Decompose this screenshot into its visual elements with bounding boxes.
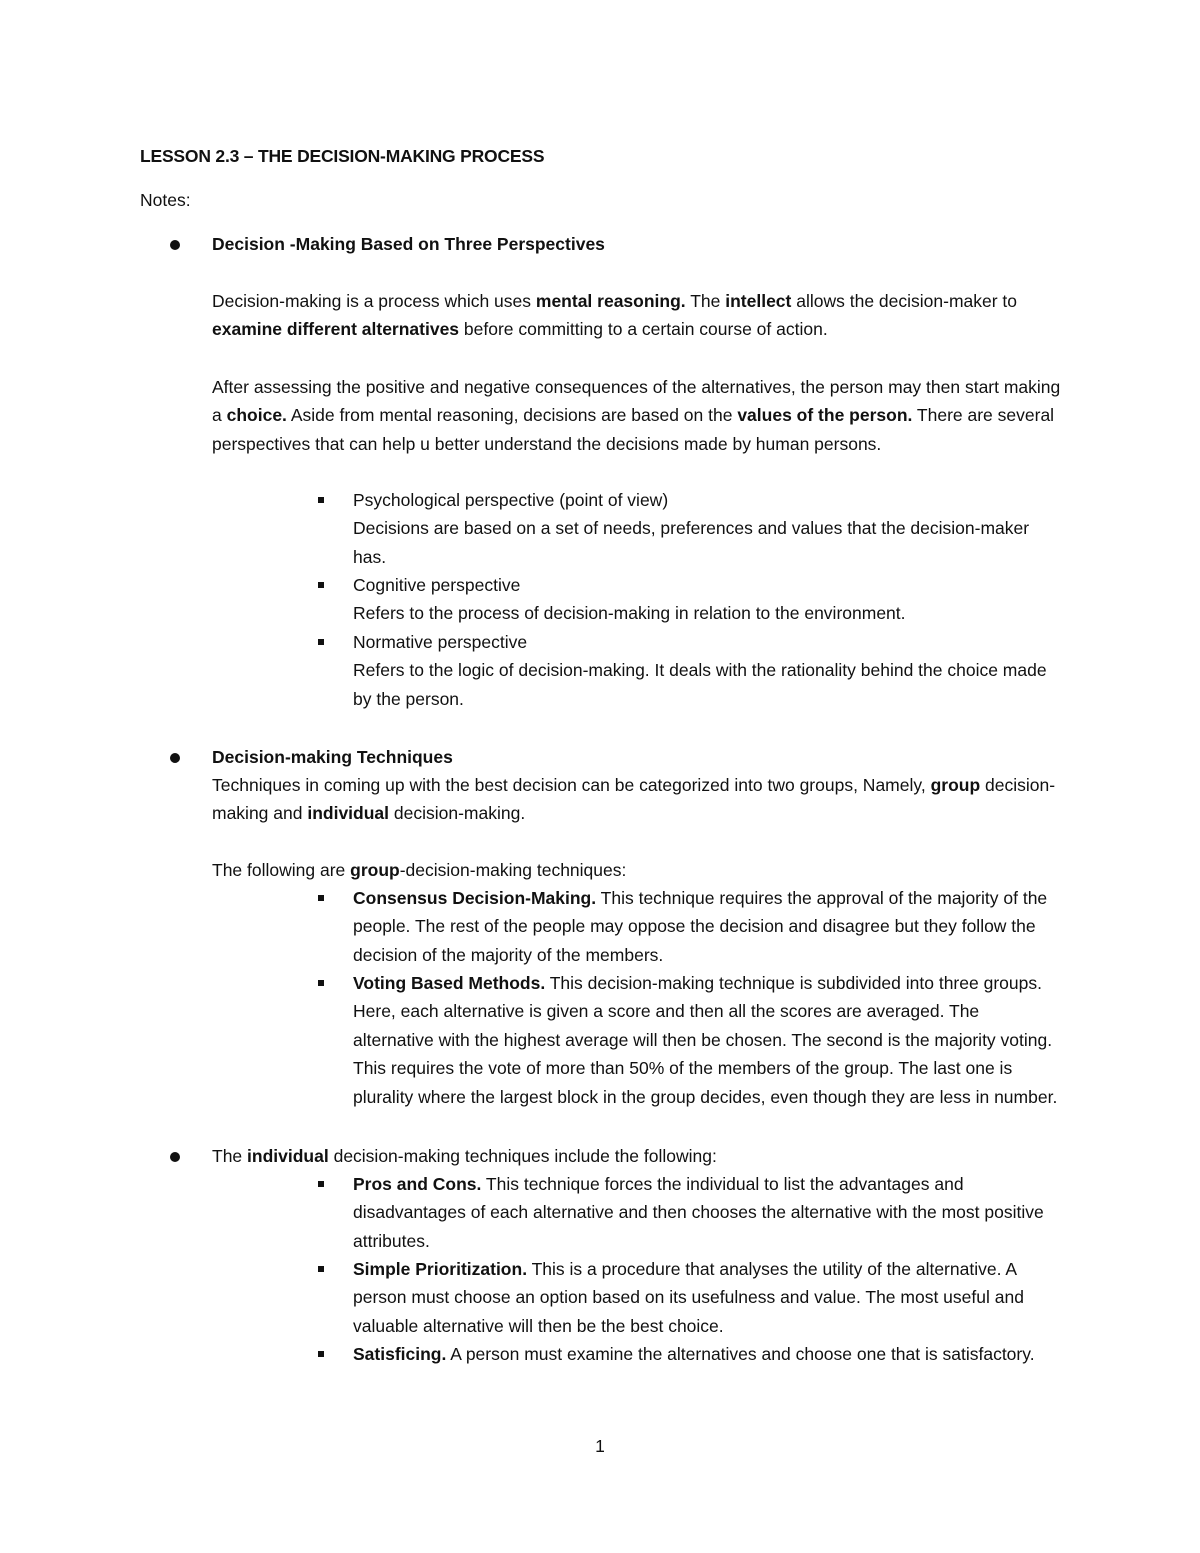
list-item [353, 884, 1063, 969]
square-bullet-icon [318, 582, 324, 588]
list-item-desc: Decisions are based on a set of needs, preferences and values that the decision-maker has. [353, 518, 1030, 567]
bold-text: individual [247, 1146, 329, 1166]
text: decision-making techniques include the following: [328, 1146, 717, 1166]
bold-text: group [930, 775, 981, 795]
square-bullet-icon [318, 1181, 324, 1187]
list-item-title: Pros and Cons. [353, 1174, 482, 1194]
list-item-desc: This is a procedure that analyses the utility of the alternative. A person must choose an option based on its usefulness and value. The most useful and valuable alternative will then be the best choice. [353, 1259, 1024, 1336]
text: decision-making and [212, 775, 1056, 824]
list-item [353, 628, 1063, 713]
list-item [353, 486, 1063, 571]
section-heading [212, 743, 1062, 771]
paragraph [212, 373, 1062, 458]
text: The following are [212, 860, 351, 880]
list-item-desc: This decision-making technique is subdivided into three groups. Here, each alternative is given a score and then all the scores are averaged. The alternative with the highest average will then be chosen. The second is the majority voting. This requires the vote of more than 50% of the members of the group. The last one is plurality where the largest block in the group decides, even though they are less in number. [353, 973, 1058, 1107]
section-heading-text: Decision -Making Based on Three Perspectives [212, 234, 605, 254]
square-bullet-icon [318, 895, 324, 901]
section-heading [212, 1142, 1062, 1170]
text: before committing to a certain course of action. [459, 319, 828, 340]
bold-text: group [350, 860, 400, 880]
paragraph [212, 771, 1062, 828]
paragraph [212, 287, 1062, 344]
text: After assessing the positive and negative consequences of the alternatives, the person may then start making a [212, 377, 1061, 426]
section-heading-text: Decision-making Techniques [212, 747, 453, 767]
list-item-title: Voting Based Methods. [353, 973, 546, 993]
list-item-title: Cognitive perspective [353, 575, 521, 595]
square-bullet-icon [318, 980, 324, 986]
list-item [353, 571, 1063, 628]
list-item [353, 1170, 1063, 1255]
list-item [353, 969, 1063, 1111]
text: -decision-making techniques: [399, 860, 627, 880]
paragraph [212, 856, 1062, 884]
list-item-title: Simple Prioritization. [353, 1259, 528, 1279]
text: The [685, 291, 726, 311]
text: There are several perspectives that can help u better understand the decisions made by human persons. [212, 405, 1055, 454]
bold-text: individual [307, 803, 390, 824]
bold-text: mental reasoning. [535, 291, 686, 311]
section-heading [212, 230, 1062, 258]
bullet-icon [170, 1152, 180, 1162]
text: Decision-making is a process which uses [212, 291, 536, 311]
list-item-desc: A person must examine the alternatives and choose one that is satisfactory. [446, 1344, 1035, 1364]
square-bullet-icon [318, 1351, 324, 1357]
bold-text: intellect [725, 291, 792, 311]
text: The [212, 1146, 248, 1166]
square-bullet-icon [318, 1266, 324, 1272]
bold-text: choice. [226, 405, 287, 426]
text: allows the decision-maker to [791, 291, 1018, 311]
list-item-desc: Refers to the logic of decision-making. It deals with the rationality behind the choice made by the person. [353, 660, 1047, 709]
list-item-desc: Refers to the process of decision-making in relation to the environment. [353, 603, 906, 624]
text: Aside from mental reasoning, decisions are based on the [286, 405, 738, 426]
page-number: 1 [595, 1436, 605, 1456]
square-bullet-icon [318, 639, 324, 645]
list-item-title: Normative perspective [353, 632, 528, 652]
text: decision-making. [389, 803, 526, 824]
list-item-desc: This technique forces the individual to list the advantages and disadvantages of each alternative and then chooses the alternative with the most positive attributes. [353, 1174, 1044, 1251]
lesson-title: LESSON 2.3 – THE DECISION-MAKING PROCESS [140, 146, 545, 166]
list-item-title: Satisficing. [353, 1344, 447, 1364]
list-item-title: Psychological perspective (point of view) [353, 490, 669, 510]
list-item [353, 1255, 1063, 1340]
square-bullet-icon [318, 497, 324, 503]
bullet-icon [170, 753, 180, 763]
notes-label: Notes: [140, 190, 191, 210]
bullet-icon [170, 240, 180, 250]
list-item-desc: This technique requires the approval of the majority of the people. The rest of the people may oppose the decision and disagree but they follow the decision of the majority of the members. [353, 888, 1048, 965]
list-item-title: Consensus Decision-Making. [353, 888, 597, 908]
text: Techniques in coming up with the best decision can be categorized into two groups, Namely, [212, 775, 931, 795]
bold-text: values of the person. [737, 405, 913, 426]
bold-text: examine different alternatives [212, 319, 460, 340]
list-item [353, 1340, 1063, 1368]
